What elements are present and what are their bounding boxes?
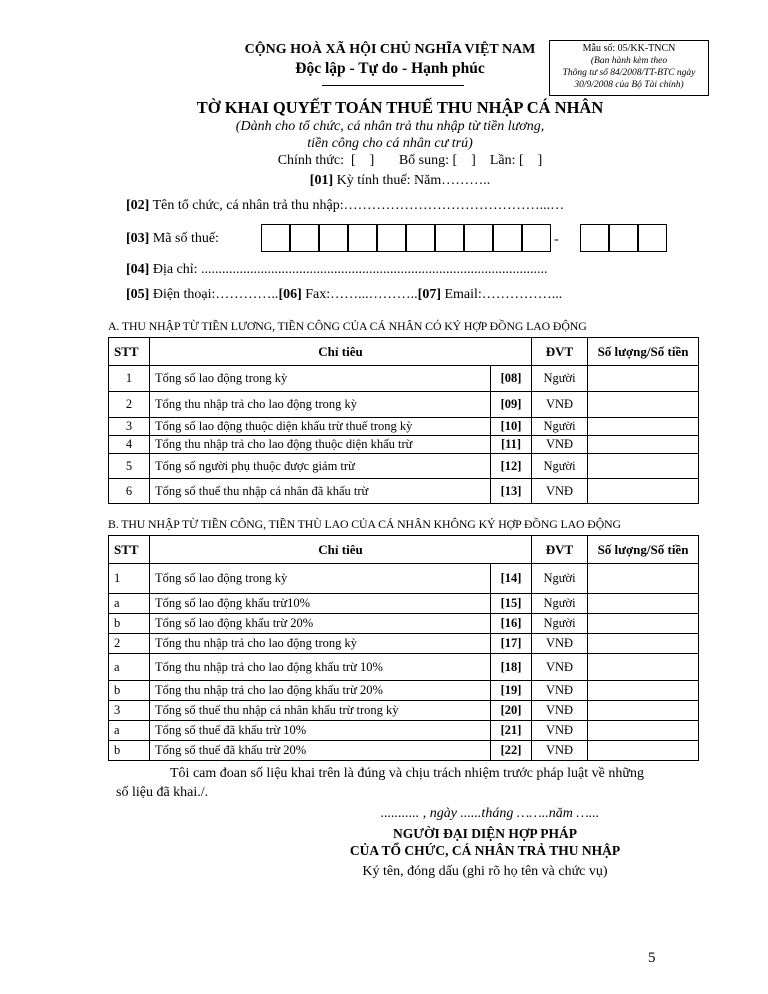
row-value-input[interactable] bbox=[588, 366, 699, 392]
table-row bbox=[109, 681, 699, 701]
header-stt: STT bbox=[109, 536, 150, 564]
row-code: [18] bbox=[491, 654, 532, 681]
address-field[interactable] bbox=[126, 262, 548, 278]
row-value-input[interactable] bbox=[588, 634, 699, 654]
row-unit: Người bbox=[532, 454, 588, 479]
row-code: [12] bbox=[491, 454, 532, 479]
fax-label: Fax:……...……….. bbox=[301, 287, 418, 302]
form-ministry-line: 30/9/2008 của Bộ Tài chính) bbox=[574, 80, 684, 90]
commitment-line-1: Tôi cam đoan số liệu khai trên là đúng và chịu trách nhiệm trước pháp luật về những bbox=[170, 766, 644, 781]
row-name: Tổng thu nhập trả cho lao động khấu trừ 20% bbox=[150, 681, 491, 701]
row-stt: b bbox=[109, 681, 150, 701]
table-row bbox=[109, 366, 699, 392]
header-value: Số lượng/Số tiền bbox=[588, 536, 699, 564]
row-name: Tổng số lao động trong kỳ bbox=[150, 564, 491, 594]
row-unit: VNĐ bbox=[532, 701, 588, 721]
row-stt: b bbox=[109, 741, 150, 761]
row-value-input[interactable] bbox=[588, 614, 699, 634]
subtitle-line-2: tiền công cho cá nhân cư trú) bbox=[307, 136, 473, 151]
row-code: [15] bbox=[491, 594, 532, 614]
row-unit: VNĐ bbox=[532, 654, 588, 681]
tax-period-text: Kỳ tính thuế: Năm……….. bbox=[333, 173, 491, 188]
field-code: [06] bbox=[278, 287, 302, 302]
email-label: Email:……………... bbox=[440, 287, 563, 302]
tax-code-digit-box[interactable] bbox=[290, 224, 319, 252]
row-unit: VNĐ bbox=[532, 721, 588, 741]
form-code-box bbox=[549, 40, 709, 96]
header-name: Chỉ tiêu bbox=[150, 536, 532, 564]
row-unit: VNĐ bbox=[532, 436, 588, 454]
tax-code-digit-box[interactable] bbox=[493, 224, 522, 252]
table-row bbox=[109, 594, 699, 614]
row-stt: 3 bbox=[109, 701, 150, 721]
row-stt: 1 bbox=[109, 366, 150, 392]
tax-code-digit-box[interactable] bbox=[319, 224, 348, 252]
row-code: [22] bbox=[491, 741, 532, 761]
filing-status-line: Chính thức: [ ] Bổ sung: [ ] Lần: [ ] bbox=[277, 153, 543, 168]
table-row bbox=[109, 564, 699, 594]
row-name: Tổng số người phụ thuộc được giảm trừ bbox=[150, 454, 491, 479]
row-stt: 5 bbox=[109, 454, 150, 479]
row-unit: VNĐ bbox=[532, 741, 588, 761]
page-number: 5 bbox=[648, 950, 656, 966]
tax-code-digit-box[interactable] bbox=[261, 224, 290, 252]
row-unit: VNĐ bbox=[532, 681, 588, 701]
form-code-text: Mẫu số: 05/KK-TNCN bbox=[582, 43, 676, 54]
subtitle-line-1: (Dành cho tổ chức, cá nhân trả thu nhập từ tiền lương, bbox=[235, 119, 545, 134]
field-code: [02] bbox=[126, 198, 150, 213]
table-row bbox=[109, 721, 699, 741]
row-stt: a bbox=[109, 721, 150, 741]
tax-code-label bbox=[126, 231, 219, 247]
row-value-input[interactable] bbox=[588, 701, 699, 721]
row-value-input[interactable] bbox=[588, 436, 699, 454]
row-unit: Người bbox=[532, 614, 588, 634]
row-name: Tổng thu nhập trả cho lao động trong kỳ bbox=[150, 392, 491, 418]
signature-note: Ký tên, đóng dấu (ghi rõ họ tên và chức vụ) bbox=[362, 864, 608, 879]
header-unit: ĐVT bbox=[532, 536, 588, 564]
row-name: Tổng số thuế thu nhập cá nhân khấu trừ trong kỳ bbox=[150, 701, 491, 721]
row-value-input[interactable] bbox=[588, 564, 699, 594]
row-stt: 2 bbox=[109, 392, 150, 418]
form-code bbox=[550, 43, 708, 55]
table-row bbox=[109, 479, 699, 504]
row-code: [11] bbox=[491, 436, 532, 454]
header-unit: ĐVT bbox=[532, 338, 588, 366]
field-label: Địa chỉ: ................................................................................................... bbox=[149, 262, 548, 277]
table-row bbox=[109, 454, 699, 479]
field-code: [05] bbox=[126, 287, 150, 302]
row-unit: Người bbox=[532, 594, 588, 614]
header-stt: STT bbox=[109, 338, 150, 366]
tax-code-digit-box[interactable] bbox=[580, 224, 609, 252]
section-a-title: A. THU NHẬP TỪ TIỀN LƯƠNG, TIỀN CÔNG CỦA CÁ NHÂN CÓ KÝ HỢP ĐỒNG LAO ĐỘNG bbox=[108, 319, 587, 333]
row-stt: 2 bbox=[109, 634, 150, 654]
tax-period-line bbox=[150, 173, 650, 189]
row-value-input[interactable] bbox=[588, 454, 699, 479]
row-value-input[interactable] bbox=[588, 594, 699, 614]
motto-heading: Độc lập - Tự do - Hạnh phúc bbox=[295, 60, 485, 77]
tax-code-digit-box[interactable] bbox=[406, 224, 435, 252]
tax-code-digit-box[interactable] bbox=[464, 224, 493, 252]
row-code: [16] bbox=[491, 614, 532, 634]
tax-code-digit-box[interactable] bbox=[609, 224, 638, 252]
row-value-input[interactable] bbox=[588, 418, 699, 436]
row-code: [19] bbox=[491, 681, 532, 701]
table-row bbox=[109, 741, 699, 761]
table-header-row bbox=[109, 338, 699, 366]
row-name: Tổng thu nhập trả cho lao động khấu trừ 10% bbox=[150, 654, 491, 681]
section-b-table bbox=[108, 535, 699, 761]
row-unit: VNĐ bbox=[532, 479, 588, 504]
row-value-input[interactable] bbox=[588, 741, 699, 761]
row-unit: VNĐ bbox=[532, 634, 588, 654]
row-value-input[interactable] bbox=[588, 392, 699, 418]
header-name: Chỉ tiêu bbox=[150, 338, 532, 366]
field-label: Mã số thuế: bbox=[149, 231, 219, 246]
field-code: [07] bbox=[417, 287, 441, 302]
row-unit: Người bbox=[532, 366, 588, 392]
row-name: Tổng số lao động trong kỳ bbox=[150, 366, 491, 392]
row-stt: a bbox=[109, 654, 150, 681]
tax-code-digit-box[interactable] bbox=[435, 224, 464, 252]
form-issue-line: (Ban hành kèm theo bbox=[590, 56, 668, 66]
row-value-input[interactable] bbox=[588, 721, 699, 741]
table-row bbox=[109, 614, 699, 634]
payer-name-field[interactable] bbox=[126, 198, 564, 214]
contact-fields[interactable] bbox=[126, 287, 562, 303]
row-unit: Người bbox=[532, 418, 588, 436]
row-name: Tổng số lao động thuộc diện khấu trừ thuế trong kỳ bbox=[150, 418, 491, 436]
row-code: [17] bbox=[491, 634, 532, 654]
row-stt: 6 bbox=[109, 479, 150, 504]
row-code: [14] bbox=[491, 564, 532, 594]
row-code: [21] bbox=[491, 721, 532, 741]
table-row bbox=[109, 392, 699, 418]
nation-heading: CỘNG HOÀ XÃ HỘI CHỦ NGHĨA VIỆT NAM bbox=[244, 42, 536, 57]
row-name: Tổng số thuế thu nhập cá nhân đã khấu trừ bbox=[150, 479, 491, 504]
row-name: Tổng số thuế đã khấu trừ 10% bbox=[150, 721, 491, 741]
form-circular-line: Thông tư số 84/2008/TT-BTC ngày bbox=[562, 68, 696, 78]
row-name: Tổng số thuế đã khấu trừ 20% bbox=[150, 741, 491, 761]
row-stt: b bbox=[109, 614, 150, 634]
row-stt: 4 bbox=[109, 436, 150, 454]
row-name: Tổng số lao động khấu trừ 20% bbox=[150, 614, 491, 634]
tax-period-code: [01] bbox=[309, 173, 334, 188]
section-a-table bbox=[108, 337, 699, 504]
row-stt: a bbox=[109, 594, 150, 614]
row-unit: Người bbox=[532, 564, 588, 594]
phone-label: Điện thoại:………….. bbox=[149, 287, 279, 302]
header-value: Số lượng/Số tiền bbox=[588, 338, 699, 366]
row-stt: 3 bbox=[109, 418, 150, 436]
field-label: Tên tổ chức, cá nhân trả thu nhập:……………………………………...… bbox=[149, 198, 565, 213]
row-code: [09] bbox=[491, 392, 532, 418]
date-line: ........... , ngày ......tháng ……..năm …... bbox=[380, 806, 600, 821]
row-code: [08] bbox=[491, 366, 532, 392]
field-code: [03] bbox=[126, 231, 150, 246]
row-code: [10] bbox=[491, 418, 532, 436]
row-stt: 1 bbox=[109, 564, 150, 594]
table-row bbox=[109, 701, 699, 721]
table-row bbox=[109, 418, 699, 436]
field-code: [04] bbox=[126, 262, 150, 277]
row-name: Tổng thu nhập trả cho lao động thuộc diện khấu trừ bbox=[150, 436, 491, 454]
table-row bbox=[109, 634, 699, 654]
section-b-title: B. THU NHẬP TỪ TIỀN CÔNG, TIỀN THÙ LAO CỦA CÁ NHÂN KHÔNG KÝ HỢP ĐỒNG LAO ĐỘNG bbox=[108, 517, 621, 531]
representative-title-1: NGƯỜI ĐẠI DIỆN HỢP PHÁP bbox=[392, 826, 577, 841]
row-name: Tổng số lao động khấu trừ10% bbox=[150, 594, 491, 614]
table-row bbox=[109, 436, 699, 454]
table-row bbox=[109, 654, 699, 681]
tax-code-digit-box[interactable] bbox=[638, 224, 667, 252]
tax-code-dash: - bbox=[554, 232, 559, 247]
tax-code-digit-box[interactable] bbox=[522, 224, 551, 252]
representative-title-2: CỦA TỔ CHỨC, CÁ NHÂN TRẢ THU NHẬP bbox=[349, 843, 621, 858]
page-title: TỜ KHAI QUYẾT TOÁN THUẾ THU NHẬP CÁ NHÂN bbox=[196, 98, 604, 117]
motto-underline bbox=[322, 85, 464, 86]
tax-code-digit-box[interactable] bbox=[377, 224, 406, 252]
row-code: [20] bbox=[491, 701, 532, 721]
row-value-input[interactable] bbox=[588, 479, 699, 504]
row-unit: VNĐ bbox=[532, 392, 588, 418]
row-name: Tổng thu nhập trả cho lao động trong kỳ bbox=[150, 634, 491, 654]
commitment-line-2: số liệu đã khai./. bbox=[116, 785, 209, 800]
row-value-input[interactable] bbox=[588, 654, 699, 681]
row-value-input[interactable] bbox=[588, 681, 699, 701]
row-code: [13] bbox=[491, 479, 532, 504]
table-header-row bbox=[109, 536, 699, 564]
tax-code-digit-box[interactable] bbox=[348, 224, 377, 252]
